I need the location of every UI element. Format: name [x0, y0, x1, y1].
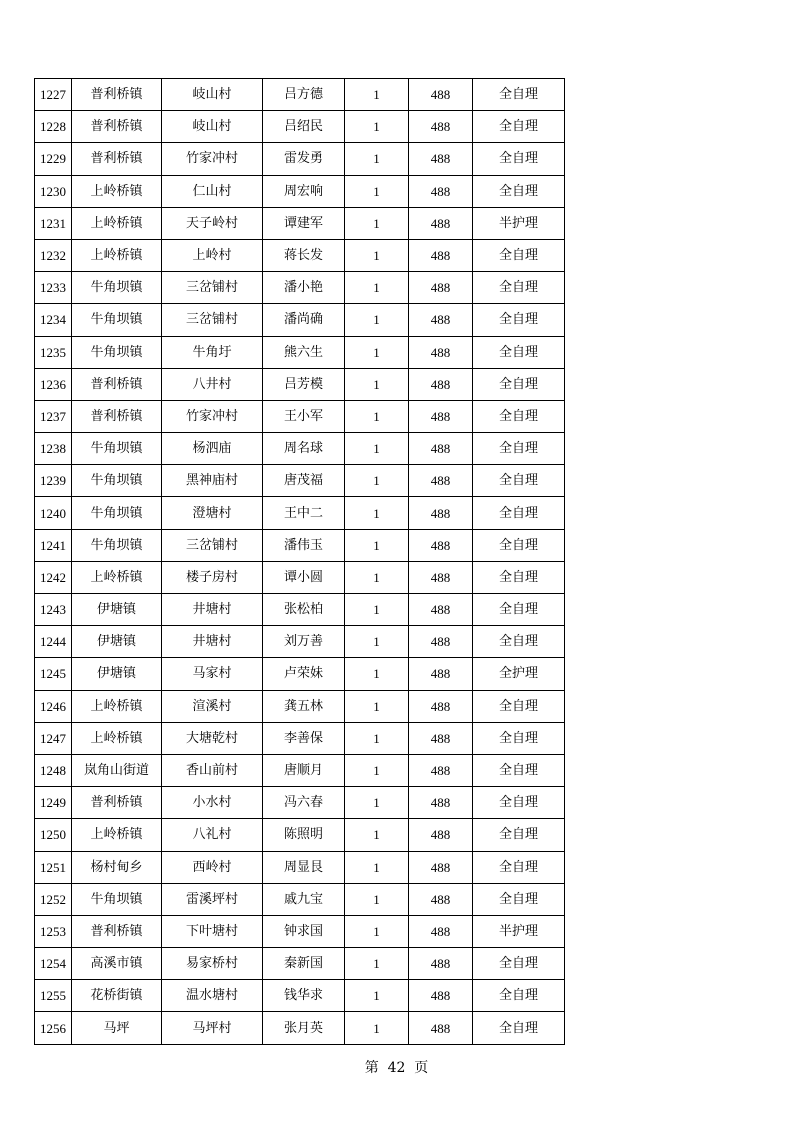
town-cell: 牛角坝镇	[72, 272, 162, 304]
town-cell: 牛角坝镇	[72, 465, 162, 497]
name-cell: 冯六春	[263, 787, 345, 819]
town-cell: 普利桥镇	[72, 400, 162, 432]
row-number-cell: 1234	[35, 304, 72, 336]
village-cell: 雷溪坪村	[162, 883, 263, 915]
amount-cell: 488	[409, 304, 473, 336]
care-level-cell: 全自理	[473, 79, 565, 111]
village-cell: 仁山村	[162, 175, 263, 207]
table-row	[35, 304, 565, 336]
town-cell: 杨村甸乡	[72, 851, 162, 883]
count-cell: 1	[345, 594, 409, 626]
table-row	[35, 239, 565, 271]
count-cell: 1	[345, 207, 409, 239]
count-cell: 1	[345, 304, 409, 336]
table-row	[35, 883, 565, 915]
row-number-cell: 1228	[35, 111, 72, 143]
village-cell: 三岔铺村	[162, 272, 263, 304]
row-number-cell: 1233	[35, 272, 72, 304]
care-level-cell: 全自理	[473, 111, 565, 143]
count-cell: 1	[345, 1012, 409, 1044]
village-cell: 小水村	[162, 787, 263, 819]
table-row	[35, 980, 565, 1012]
town-cell: 上岭桥镇	[72, 175, 162, 207]
village-cell: 三岔铺村	[162, 529, 263, 561]
name-cell: 龚五林	[263, 690, 345, 722]
care-level-cell: 全自理	[473, 465, 565, 497]
village-cell: 楼子房村	[162, 561, 263, 593]
row-number-cell: 1245	[35, 658, 72, 690]
name-cell: 李善保	[263, 722, 345, 754]
count-cell: 1	[345, 851, 409, 883]
care-level-cell: 全自理	[473, 787, 565, 819]
row-number-cell: 1243	[35, 594, 72, 626]
town-cell: 伊塘镇	[72, 658, 162, 690]
table-row	[35, 207, 565, 239]
records-body	[35, 79, 565, 1045]
town-cell: 马坪	[72, 1012, 162, 1044]
care-level-cell: 全自理	[473, 529, 565, 561]
amount-cell: 488	[409, 915, 473, 947]
table-row	[35, 948, 565, 980]
care-level-cell: 全自理	[473, 304, 565, 336]
row-number-cell: 1246	[35, 690, 72, 722]
table-row	[35, 658, 565, 690]
count-cell: 1	[345, 336, 409, 368]
name-cell: 潘伟玉	[263, 529, 345, 561]
care-level-cell: 全自理	[473, 851, 565, 883]
amount-cell: 488	[409, 690, 473, 722]
village-cell: 西岭村	[162, 851, 263, 883]
row-number-cell: 1251	[35, 851, 72, 883]
care-level-cell: 全自理	[473, 368, 565, 400]
name-cell: 钱华求	[263, 980, 345, 1012]
care-level-cell: 全自理	[473, 143, 565, 175]
amount-cell: 488	[409, 143, 473, 175]
village-cell: 八礼村	[162, 819, 263, 851]
row-number-cell: 1230	[35, 175, 72, 207]
town-cell: 牛角坝镇	[72, 336, 162, 368]
amount-cell: 488	[409, 111, 473, 143]
town-cell: 普利桥镇	[72, 915, 162, 947]
town-cell: 普利桥镇	[72, 79, 162, 111]
amount-cell: 488	[409, 497, 473, 529]
care-level-cell: 全自理	[473, 594, 565, 626]
village-cell: 澄塘村	[162, 497, 263, 529]
village-cell: 大塘乾村	[162, 722, 263, 754]
name-cell: 刘万善	[263, 626, 345, 658]
count-cell: 1	[345, 754, 409, 786]
count-cell: 1	[345, 626, 409, 658]
table-row	[35, 626, 565, 658]
name-cell: 谭建军	[263, 207, 345, 239]
village-cell: 香山前村	[162, 754, 263, 786]
table-row	[35, 433, 565, 465]
village-cell: 渲溪村	[162, 690, 263, 722]
row-number-cell: 1256	[35, 1012, 72, 1044]
village-cell: 上岭村	[162, 239, 263, 271]
care-level-cell: 全自理	[473, 272, 565, 304]
table-row	[35, 529, 565, 561]
name-cell: 周名球	[263, 433, 345, 465]
village-cell: 井塘村	[162, 594, 263, 626]
town-cell: 岚角山街道	[72, 754, 162, 786]
table-row	[35, 819, 565, 851]
care-level-cell: 全自理	[473, 690, 565, 722]
amount-cell: 488	[409, 722, 473, 754]
village-cell: 三岔铺村	[162, 304, 263, 336]
name-cell: 周宏响	[263, 175, 345, 207]
care-level-cell: 全自理	[473, 754, 565, 786]
name-cell: 蒋长发	[263, 239, 345, 271]
table-row	[35, 851, 565, 883]
care-level-cell: 全自理	[473, 626, 565, 658]
row-number-cell: 1250	[35, 819, 72, 851]
row-number-cell: 1252	[35, 883, 72, 915]
town-cell: 上岭桥镇	[72, 690, 162, 722]
count-cell: 1	[345, 272, 409, 304]
amount-cell: 488	[409, 465, 473, 497]
row-number-cell: 1227	[35, 79, 72, 111]
records-table	[34, 78, 565, 1045]
amount-cell: 488	[409, 594, 473, 626]
town-cell: 上岭桥镇	[72, 561, 162, 593]
table-row	[35, 722, 565, 754]
count-cell: 1	[345, 915, 409, 947]
table-row	[35, 272, 565, 304]
table-row	[35, 175, 565, 207]
amount-cell: 488	[409, 754, 473, 786]
village-cell: 岐山村	[162, 79, 263, 111]
village-cell: 马坪村	[162, 1012, 263, 1044]
care-level-cell: 全自理	[473, 336, 565, 368]
table-row	[35, 465, 565, 497]
town-cell: 花桥街镇	[72, 980, 162, 1012]
row-number-cell: 1242	[35, 561, 72, 593]
town-cell: 伊塘镇	[72, 594, 162, 626]
table-row	[35, 561, 565, 593]
town-cell: 普利桥镇	[72, 787, 162, 819]
row-number-cell: 1244	[35, 626, 72, 658]
count-cell: 1	[345, 948, 409, 980]
village-cell: 井塘村	[162, 626, 263, 658]
town-cell: 牛角坝镇	[72, 883, 162, 915]
name-cell: 吕绍民	[263, 111, 345, 143]
village-cell: 竹家冲村	[162, 143, 263, 175]
care-level-cell: 全自理	[473, 433, 565, 465]
amount-cell: 488	[409, 529, 473, 561]
count-cell: 1	[345, 143, 409, 175]
table-row	[35, 79, 565, 111]
name-cell: 张月英	[263, 1012, 345, 1044]
amount-cell: 488	[409, 239, 473, 271]
village-cell: 下叶塘村	[162, 915, 263, 947]
count-cell: 1	[345, 175, 409, 207]
name-cell: 王中二	[263, 497, 345, 529]
name-cell: 潘尚确	[263, 304, 345, 336]
name-cell: 钟求国	[263, 915, 345, 947]
count-cell: 1	[345, 883, 409, 915]
row-number-cell: 1235	[35, 336, 72, 368]
name-cell: 吕芳模	[263, 368, 345, 400]
table-row	[35, 1012, 565, 1044]
row-number-cell: 1240	[35, 497, 72, 529]
amount-cell: 488	[409, 207, 473, 239]
name-cell: 王小军	[263, 400, 345, 432]
amount-cell: 488	[409, 561, 473, 593]
town-cell: 高溪市镇	[72, 948, 162, 980]
town-cell: 普利桥镇	[72, 368, 162, 400]
count-cell: 1	[345, 819, 409, 851]
village-cell: 杨泗庙	[162, 433, 263, 465]
amount-cell: 488	[409, 400, 473, 432]
count-cell: 1	[345, 722, 409, 754]
amount-cell: 488	[409, 433, 473, 465]
town-cell: 上岭桥镇	[72, 722, 162, 754]
table-row	[35, 787, 565, 819]
amount-cell: 488	[409, 626, 473, 658]
amount-cell: 488	[409, 175, 473, 207]
care-level-cell: 全自理	[473, 497, 565, 529]
name-cell: 唐顺月	[263, 754, 345, 786]
amount-cell: 488	[409, 658, 473, 690]
town-cell: 伊塘镇	[72, 626, 162, 658]
village-cell: 马家村	[162, 658, 263, 690]
name-cell: 谭小圆	[263, 561, 345, 593]
name-cell: 秦新国	[263, 948, 345, 980]
village-cell: 温水塘村	[162, 980, 263, 1012]
village-cell: 易家桥村	[162, 948, 263, 980]
name-cell: 唐茂福	[263, 465, 345, 497]
care-level-cell: 半护理	[473, 207, 565, 239]
count-cell: 1	[345, 368, 409, 400]
village-cell: 岐山村	[162, 111, 263, 143]
amount-cell: 488	[409, 272, 473, 304]
care-level-cell: 全自理	[473, 883, 565, 915]
village-cell: 八井村	[162, 368, 263, 400]
name-cell: 陈照明	[263, 819, 345, 851]
name-cell: 戚九宝	[263, 883, 345, 915]
care-level-cell: 全自理	[473, 239, 565, 271]
town-cell: 牛角坝镇	[72, 304, 162, 336]
amount-cell: 488	[409, 787, 473, 819]
town-cell: 牛角坝镇	[72, 433, 162, 465]
count-cell: 1	[345, 239, 409, 271]
town-cell: 牛角坝镇	[72, 529, 162, 561]
row-number-cell: 1232	[35, 239, 72, 271]
row-number-cell: 1254	[35, 948, 72, 980]
table-row	[35, 915, 565, 947]
row-number-cell: 1249	[35, 787, 72, 819]
town-cell: 普利桥镇	[72, 143, 162, 175]
care-level-cell: 半护理	[473, 915, 565, 947]
table-row	[35, 368, 565, 400]
town-cell: 上岭桥镇	[72, 207, 162, 239]
row-number-cell: 1236	[35, 368, 72, 400]
amount-cell: 488	[409, 79, 473, 111]
page-number: 第 42 页	[364, 1060, 429, 1076]
row-number-cell: 1229	[35, 143, 72, 175]
name-cell: 吕方德	[263, 79, 345, 111]
town-cell: 普利桥镇	[72, 111, 162, 143]
village-cell: 黑神庙村	[162, 465, 263, 497]
amount-cell: 488	[409, 368, 473, 400]
count-cell: 1	[345, 465, 409, 497]
count-cell: 1	[345, 111, 409, 143]
count-cell: 1	[345, 433, 409, 465]
amount-cell: 488	[409, 883, 473, 915]
count-cell: 1	[345, 497, 409, 529]
count-cell: 1	[345, 980, 409, 1012]
care-level-cell: 全自理	[473, 948, 565, 980]
table-row	[35, 111, 565, 143]
row-number-cell: 1255	[35, 980, 72, 1012]
care-level-cell: 全自理	[473, 561, 565, 593]
name-cell: 潘小艳	[263, 272, 345, 304]
amount-cell: 488	[409, 948, 473, 980]
name-cell: 卢荣妹	[263, 658, 345, 690]
care-level-cell: 全自理	[473, 819, 565, 851]
row-number-cell: 1253	[35, 915, 72, 947]
count-cell: 1	[345, 400, 409, 432]
town-cell: 上岭桥镇	[72, 239, 162, 271]
row-number-cell: 1239	[35, 465, 72, 497]
care-level-cell: 全自理	[473, 980, 565, 1012]
amount-cell: 488	[409, 1012, 473, 1044]
village-cell: 牛角圩	[162, 336, 263, 368]
row-number-cell: 1247	[35, 722, 72, 754]
count-cell: 1	[345, 79, 409, 111]
care-level-cell: 全自理	[473, 1012, 565, 1044]
count-cell: 1	[345, 529, 409, 561]
row-number-cell: 1237	[35, 400, 72, 432]
table-row	[35, 690, 565, 722]
care-level-cell: 全自理	[473, 400, 565, 432]
care-level-cell: 全自理	[473, 175, 565, 207]
table-row	[35, 497, 565, 529]
table-row	[35, 754, 565, 786]
amount-cell: 488	[409, 336, 473, 368]
table-row	[35, 594, 565, 626]
name-cell: 熊六生	[263, 336, 345, 368]
count-cell: 1	[345, 658, 409, 690]
table-row	[35, 400, 565, 432]
table-row	[35, 336, 565, 368]
town-cell: 上岭桥镇	[72, 819, 162, 851]
village-cell: 天子岭村	[162, 207, 263, 239]
name-cell: 雷发勇	[263, 143, 345, 175]
name-cell: 张松柏	[263, 594, 345, 626]
amount-cell: 488	[409, 980, 473, 1012]
count-cell: 1	[345, 690, 409, 722]
care-level-cell: 全护理	[473, 658, 565, 690]
row-number-cell: 1238	[35, 433, 72, 465]
amount-cell: 488	[409, 851, 473, 883]
town-cell: 牛角坝镇	[72, 497, 162, 529]
count-cell: 1	[345, 787, 409, 819]
row-number-cell: 1231	[35, 207, 72, 239]
table-row	[35, 143, 565, 175]
village-cell: 竹家冲村	[162, 400, 263, 432]
care-level-cell: 全自理	[473, 722, 565, 754]
name-cell: 周显艮	[263, 851, 345, 883]
count-cell: 1	[345, 561, 409, 593]
row-number-cell: 1248	[35, 754, 72, 786]
row-number-cell: 1241	[35, 529, 72, 561]
amount-cell: 488	[409, 819, 473, 851]
